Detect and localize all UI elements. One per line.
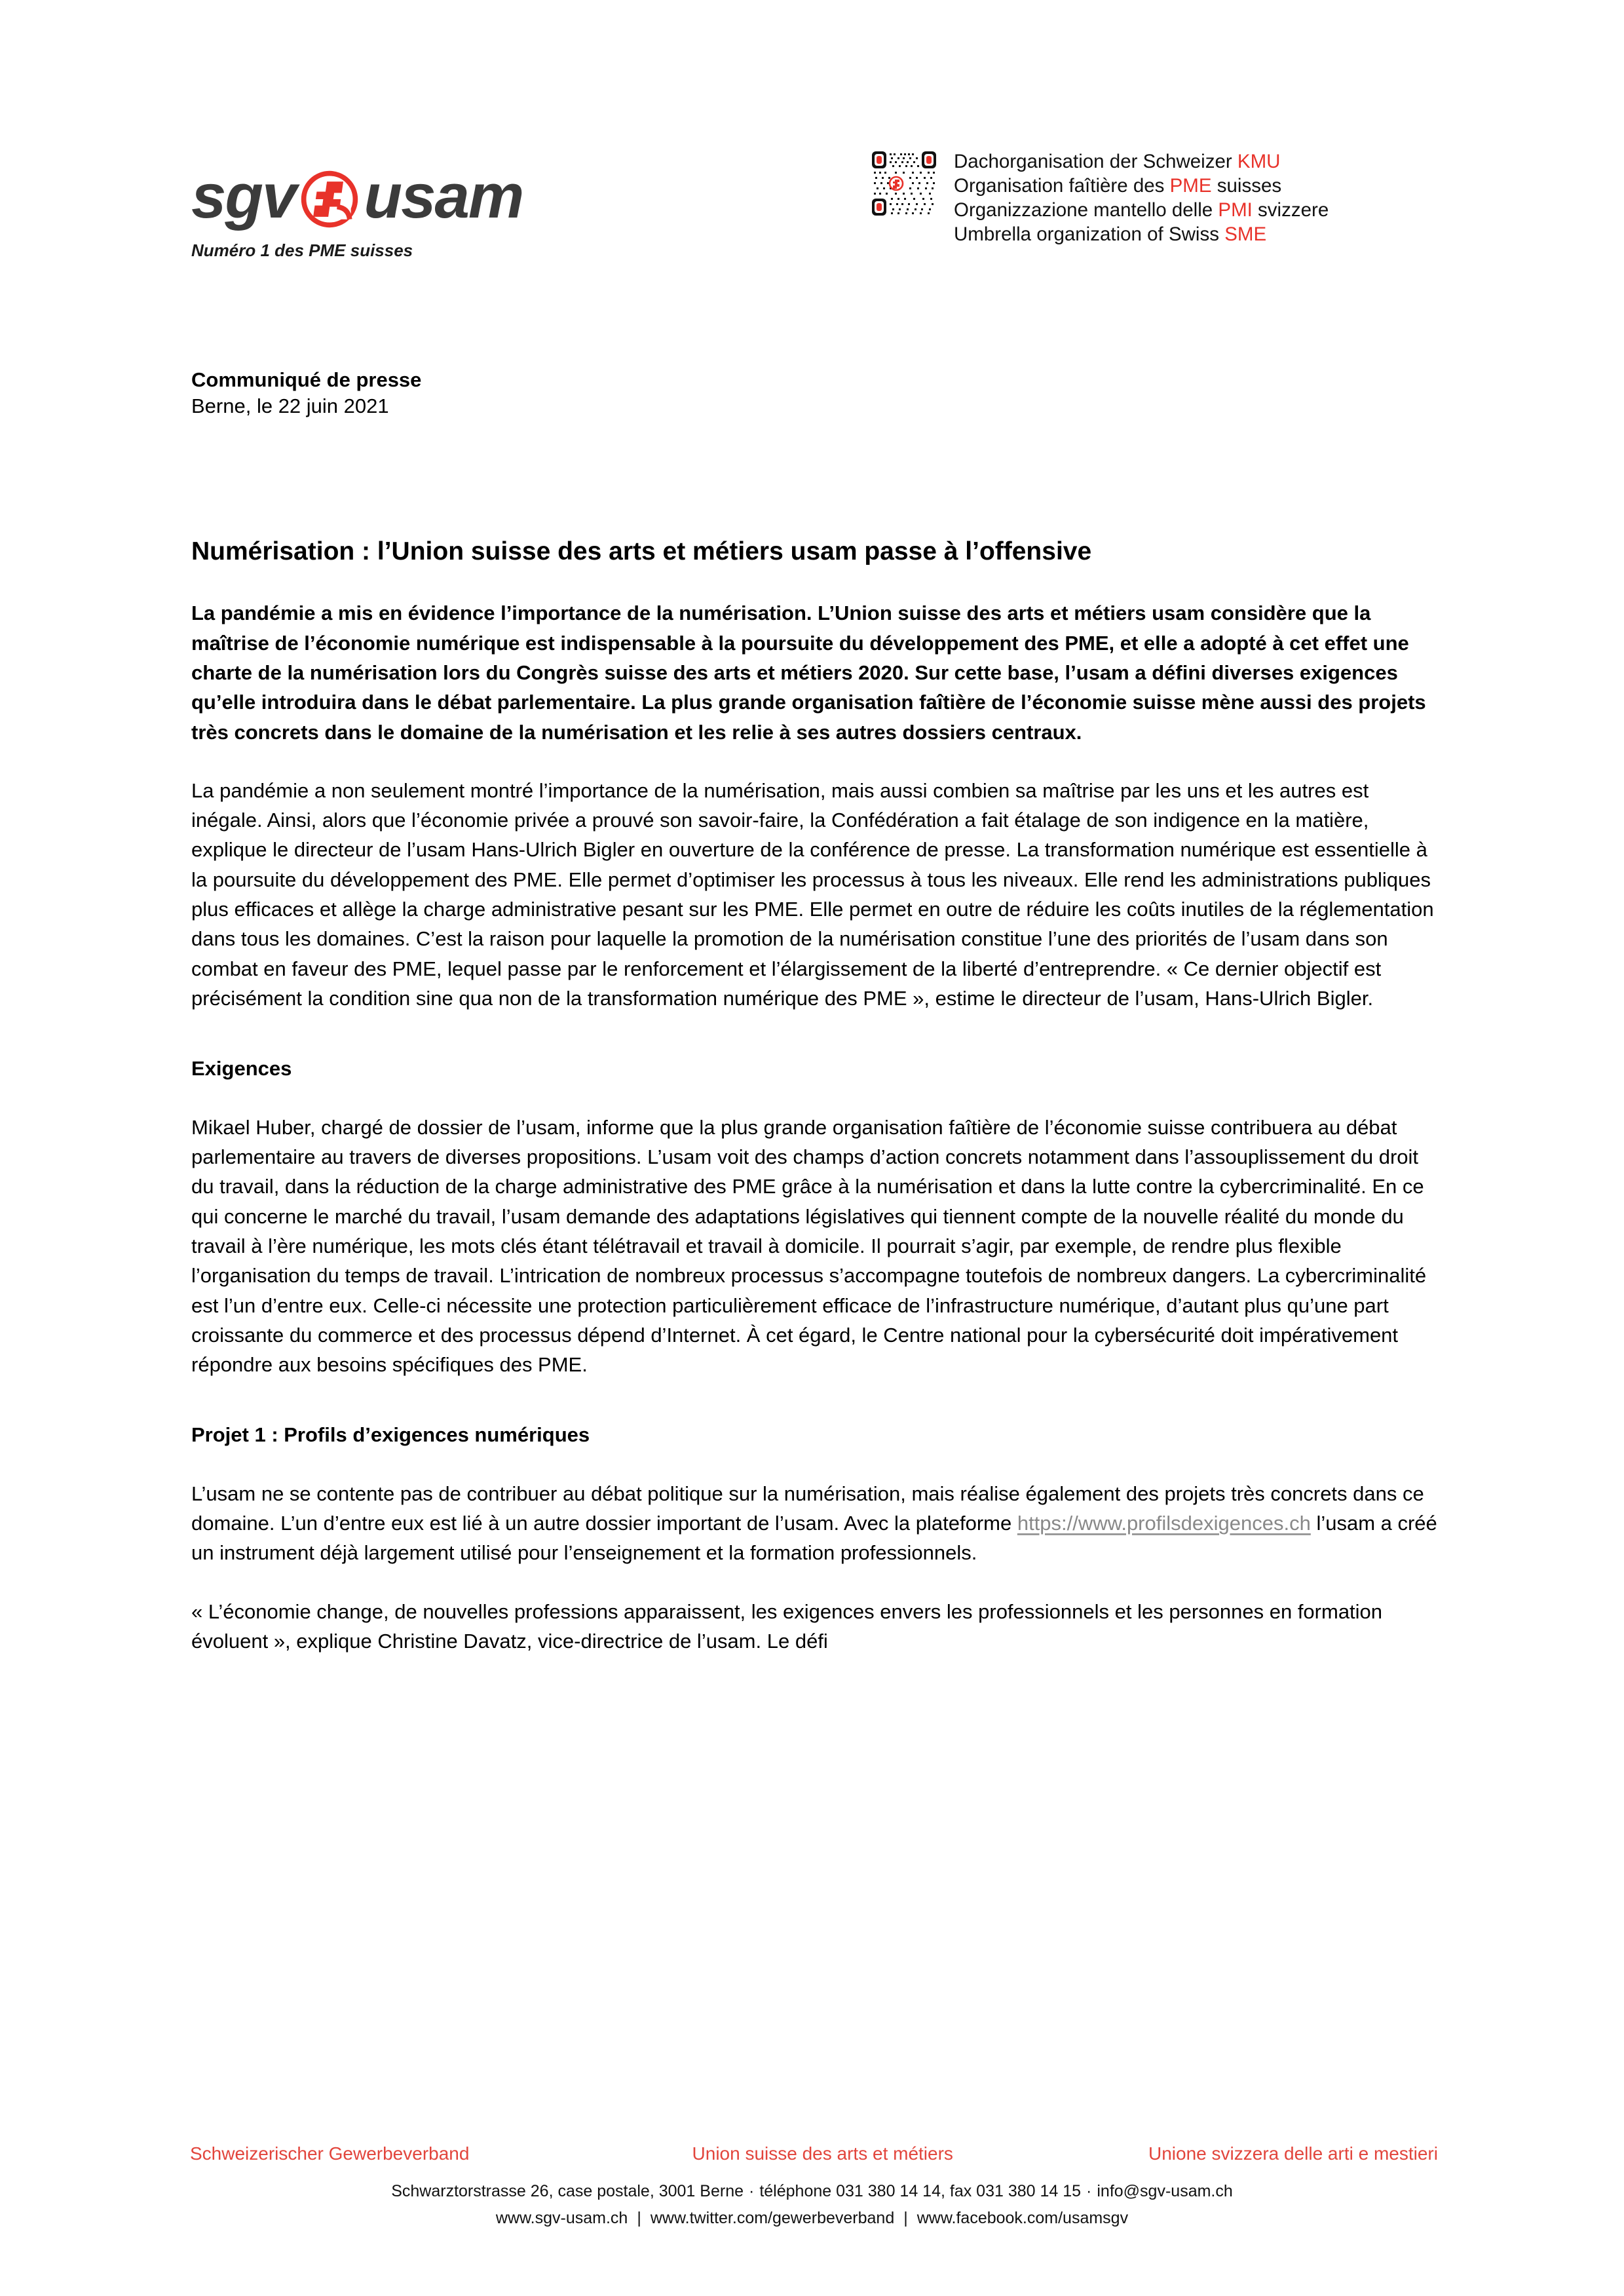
press-release-date: Berne, le 22 juin 2021 — [191, 394, 389, 418]
footer-separator-bar-1: | — [637, 2208, 641, 2227]
paragraph-3-text-after-link: l’usam a créé un instrument déjà largement utilisé pour l’enseignement et la formation professionnels. — [191, 1512, 1437, 1565]
press-release-kicker: Communiqué de presse — [191, 368, 422, 391]
body-paragraph-3 — [191, 1450, 1440, 1568]
footer-address-line — [0, 2178, 1624, 2205]
organisation-language-lines — [954, 149, 1329, 247]
body-paragraph-4: « L’économie change, de nouvelles professions apparaissent, les exigences envers les professionnels et les personnes en formation évoluent », explique Christine Davatz, vice-directrice de l’usam. Le défi — [191, 1599, 1383, 1653]
footer-web-line — [0, 2205, 1624, 2232]
footer-separator-bar-2: | — [903, 2208, 908, 2227]
org-line-en — [954, 222, 1329, 246]
org-line-fr-suffix: suisses — [1211, 175, 1282, 197]
document-body — [191, 367, 1440, 1656]
org-line-de — [954, 149, 1329, 174]
section-heading-projet-1: Projet 1 : Profils d’exigences numériques — [191, 1423, 590, 1447]
section-heading-exigences: Exigences — [191, 1057, 292, 1081]
org-line-fr-highlight: PME — [1169, 175, 1212, 197]
page-header — [0, 0, 1624, 308]
body-paragraph-1: La pandémie a non seulement montré l’importance de la numérisation, mais aussi combien sa maîtrise par les uns et les autres est inégale. Ainsi, alors que l’économie privée a prouvé son savoir-faire, la Confédération a fait étalage de son indigence en la matière, explique le directeur de l’usam Hans-Ulrich Bigler en ouverture de la conférence de presse. La transformation numérique est essentielle à la poursuite du développement des PME. Elle permet d’optimiser les processus à tous les niveaux. Elle rend les administrations publiques plus efficaces et allège la charge administrative pesant sur les PME. Elle permet en outre de réduire les coûts inutiles de la réglementation dans tous les domaines. C’est la raison pour laquelle la promotion de la numérisation constitue l’une des priorités de l’usam dans son combat en faveur des PME, lequel passe par le renforcement et l’élargissement de la liberté d’entreprendre. « Ce dernier objectif est précisément la condition sine qua non de la transformation numérique des PME », estime le directeur de l’usam, Hans-Ulrich Bigler. — [191, 778, 1434, 1010]
org-line-it-highlight: PMI — [1218, 199, 1253, 221]
footer-organisation-names — [190, 2143, 1438, 2164]
profilsdexigences-link[interactable]: https://www.profilsdexigences.ch — [1017, 1512, 1311, 1535]
footer-contact-block — [0, 2178, 1624, 2231]
sgv-usam-logo — [191, 161, 597, 261]
logo-text-usam: usam — [364, 161, 523, 231]
logo-text-sgv: sgv — [191, 161, 296, 231]
org-line-en-highlight: SME — [1224, 223, 1267, 246]
page-footer — [0, 2126, 1624, 2296]
logo-wordmark — [191, 161, 597, 233]
page-title: Numérisation : l’Union suisse des arts et métiers usam passe à l’offensive — [191, 537, 1092, 565]
footer-facebook[interactable]: www.facebook.com/usamsgv — [916, 2208, 1129, 2227]
org-line-fr-prefix: Organisation faîtière des — [954, 175, 1170, 197]
footer-phone-fax: téléphone 031 380 14 14, fax 031 380 14 15 — [759, 2182, 1082, 2200]
org-line-de-highlight: KMU — [1237, 151, 1281, 172]
org-line-en-prefix: Umbrella organization of Swiss — [954, 223, 1225, 246]
footer-email[interactable]: info@sgv-usam.ch — [1097, 2182, 1233, 2200]
org-line-it-suffix: svizzere — [1252, 199, 1329, 221]
org-line-fr — [954, 174, 1329, 198]
footer-twitter[interactable]: www.twitter.com/gewerbeverband — [650, 2208, 895, 2227]
footer-name-fr: Union suisse des arts et métiers — [692, 2143, 953, 2164]
logo-tagline: Numéro 1 des PME suisses — [191, 240, 413, 260]
footer-postal-address: Schwarztorstrasse 26, case postale, 3001 Berne — [391, 2182, 744, 2200]
qr-code-icon — [871, 151, 937, 216]
swiss-cross-circle-icon — [298, 168, 361, 231]
org-line-it — [954, 198, 1329, 222]
footer-separator-dot-2: · — [1086, 2182, 1092, 2200]
org-line-it-prefix: Organizzazione mantello delle — [954, 199, 1218, 221]
paragraph-3-text-before-link: L’usam ne se contente pas de contribuer au débat politique sur la numérisation, mais réalise également des projets très concrets dans ce domaine. L’un d’entre eux est lié à un autre dossier important de l’usam. Avec la plateforme — [191, 1482, 1424, 1535]
body-paragraph-2: Mikael Huber, chargé de dossier de l’usam, informe que la plus grande organisation faîtière de l’économie suisse contribuera au débat parlementaire au travers de diverses propositions. L’usam voit des champs d’action concrets notamment dans l’assouplissement du droit du travail, dans la réduction de la charge administrative des PME grâce à la numérisation et dans la lutte contre la cybercriminalité. En ce qui concerne le marché du travail, l’usam demande des adaptations législatives qui tiennent compte de la nouvelle réalité du monde du travail à l’ère numérique, les mots clés étant télétravail et travail à domicile. Il pourrait s’agir, par exemple, de rendre plus flexible l’organisation du temps de travail. L’intrication de nombreux processus s’accompagne toutefois de nombreux dangers. La cybercriminalité est l’un d’entre eux. Celle-ci nécessite une protection particulièrement efficace de l’infrastructure numérique, d’autant plus qu’une part croissante du commerce et des processus dépend d’Internet. À cet égard, le Centre national pour la cybersécurité doit impérativement répondre aux besoins spécifiques des PME. — [191, 1115, 1427, 1377]
footer-name-de: Schweizerischer Gewerbeverband — [190, 2143, 470, 2164]
footer-name-it: Unione svizzera delle arti e mestieri — [1148, 2143, 1438, 2164]
footer-website[interactable]: www.sgv-usam.ch — [495, 2208, 628, 2227]
footer-separator-dot-1: · — [749, 2182, 755, 2200]
lead-paragraph: La pandémie a mis en évidence l’importance de la numérisation. L’Union suisse des arts et métiers usam considère que la maîtrise de l’économie numérique est indispensable à la poursuite du développement des PME, et elle a adopté à cet effet une charte de la numérisation lors du Congrès suisse des arts et métiers 2020. Sur cette base, l’usam a défini diverses exigences qu’elle introduira dans le débat parlementaire. La plus grande organisation faîtière de l’économie suisse mène aussi des projets très concrets dans le domaine de la numérisation et les relie à ses autres dossiers centraux. — [191, 602, 1426, 744]
organisation-languages-block — [871, 149, 1329, 247]
org-line-de-prefix: Dachorganisation der Schweizer — [954, 151, 1237, 172]
